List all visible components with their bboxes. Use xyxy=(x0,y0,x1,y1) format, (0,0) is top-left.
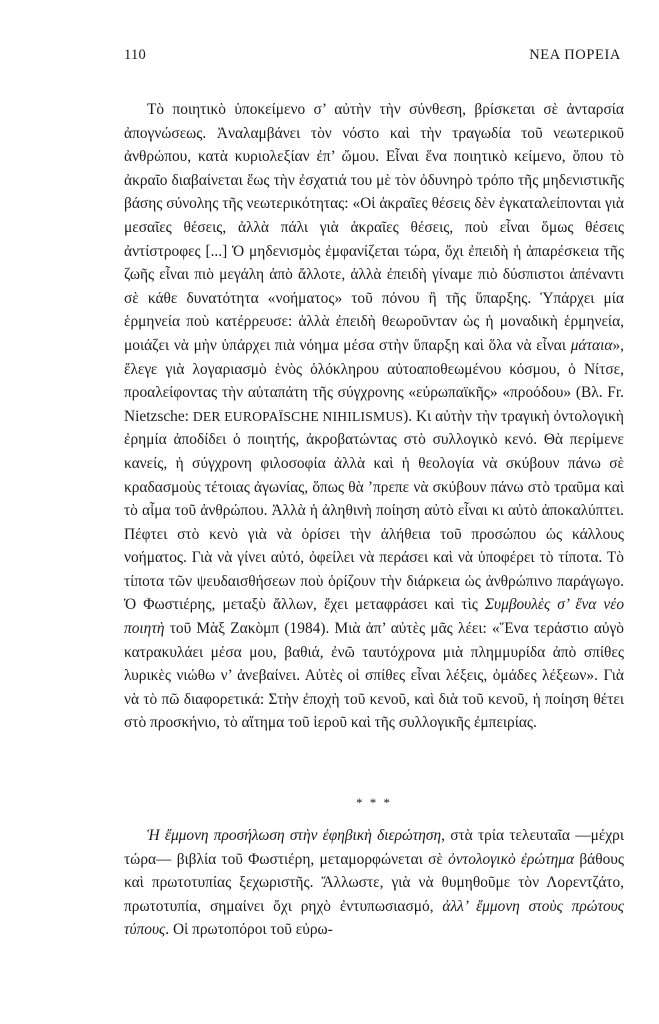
paragraph-2-emphasis-3: ἀλλ’ ἔμμονη στοὺς πρώτους τύπους xyxy=(124,897,624,939)
paragraph-1-span-2: », ἔλεγε γιὰ λογαριασμὸ ἑνὸς ὁλόκληρου αὐτοαποθεωμένου κόσμου, ὁ Νίτσε, προαλείφοντας τὴν αὐταπάτη τῆς σύγχρονης «εὐρωπαϊκῆς» «προόδου» (Βλ. Fr. Nietzsche: xyxy=(124,336,624,425)
page-header xyxy=(124,47,621,67)
paragraph-1-text xyxy=(124,98,624,735)
paragraph-1-span-1: Τὸ ποιητικὸ ὑποκείμενο σ’ αὐτὴν τὴν σύνθεση, βρίσκεται σὲ ἀνταρσία ἀπογνώσεως. Ἀναλαμβάνει τὸν νόστο καὶ τὴν τραγωδία τοῦ νεωτερικοῦ ἀνθρώπου, κατὰ κυριολεξίαν ἐπ’ ὤμου. Εἶναι ἕνα ποιητικὸ κείμενο, ὅπου τὸ ἀκραῖο διαβαίνεται ἕως τὴν ἐσχατιά του μὲ τὸν ὀδυνηρὸ τρόπο τῆς μηδενιστικῆς βάσης σύνολης τῆς νεωτερικότητας: «Οἱ ἀκραῖες θέσεις δὲν ἐγκαταλείπονται γιὰ μεσαῖες θέσεις, ἀλλὰ πάλι γιὰ ἀκραῖες θέσεις, ποὺ εἶναι ὅμως θέσεις ἀντίστροφες [...] Ὁ μηδενισμὸς ἐμφανίζεται τώρα, ὄχι ἐπειδὴ ἡ ἀπαρέσκεια τῆς ζωῆς εἶναι πιὸ μεγάλη ἀπὸ ἄλλοτε, ἀλλὰ ἐπειδὴ γίναμε πιὸ δύσπιστοι ἀπέναντι σὲ κάθε δυνατότητα «νοήματος» τοῦ πόνου ἢ τῆς ὕπαρξης. Ὑπάρχει μία ἑρμηνεία ποὺ κατέρρευσε: ἀλλὰ ἐπειδὴ θεωροῦνταν ὡς ἡ μοναδικὴ ἑρμηνεία, μοιάζει νὰ μὴν ὑπάρχει πιὰ νόημα μέσα στὴν ὕπαρξη καὶ ὅλα νὰ εἶναι xyxy=(124,101,624,354)
paragraph-1-emphasis-1: μάταια xyxy=(570,336,613,354)
paragraph-2-text xyxy=(124,824,624,942)
paragraph-2-span-3: . Οἱ πρωτοπόροι τοῦ εὐρω- xyxy=(165,921,333,939)
paragraph-1-span-4: τοῦ Μὰξ Ζακὸμπ (1984). Μιὰ ἀπ’ αὐτὲς μᾶς λέει: «Ἕνα τεράστιο αὐγὸ κατρακυλάει μέσα μου, βαθιά, ἐνῶ ταυτόχρονα μιὰ πλημμυρίδα ἀπὸ σπίθες λυρικὲς νιώθω ν’ ἀνεβαίνει. Αὐτὲς οἱ σπίθες εἶναι λέξεις, ὁμάδες λέξεων». Γιὰ νὰ τὸ πῶ διαφορετικά: Στὴν ἐποχὴ τοῦ κενοῦ, καὶ διὰ τοῦ κενοῦ, ἡ ποίηση θέτει στὸ προσκήνιο, τὸ αἴτημα τοῦ ἱεροῦ καὶ τῆς συλλογικῆς ἐμπειρίας. xyxy=(124,620,624,732)
paragraph-1-book-title: DER EUROPAÏSCHE NIHILISMUS xyxy=(192,408,404,424)
paragraph-2-span-1: , στὰ τρία τελευταῖα —μέχρι τώρα— βιβλία τοῦ Φωστιέρη, μεταμορφώνεται σὲ xyxy=(124,827,624,868)
paragraph-1 xyxy=(124,98,624,735)
page-number: 110 xyxy=(124,47,147,63)
paragraph-2 xyxy=(124,824,624,942)
paragraph-1-span-3: ). Κι αὐτὴν τὴν τραγικὴ ὀντολογικὴ ἐρημία ἀποδίδει ὁ ποιητής, ἀκροβατώντας στὸ συλλογικὸ κενό. Θὰ περίμενε κανείς, ἡ σύγχρονη φιλοσοφία ἀλλὰ καὶ ἡ θεολογία νὰ σκύβουν πάνω σὲ κραδασμοὺς τέτοιας ἀγωνίας, ὅπως θὰ ’πρεπε νὰ σκύβουν πάνω στὸ τραῦμα καὶ τὸ αἷμα τοῦ ἀνθρώπου. Ἀλλὰ ἡ ἀληθινὴ ποίηση αὐτὸ εἶναι κι αὐτὸ ἀποκαλύπτει. Πέφτει στὸ κενὸ γιὰ νὰ ὁρίσει τὴν ἀλήθεια τοῦ προσώπου ὡς κάλλους νοήματος. Γιὰ νὰ γίνει αὐτό, ὀφείλει νὰ περάσει καὶ νὰ ὑποφέρει τὸ τίποτα. Τὸ τίποτα τῶν ψευδαισθήσεων ποὺ ὁρίζουν τὴν διάρκεια ὡς ἀνθρώπινο παράγωγο. Ὁ Φωστιέρης, μεταξὺ ἄλλων, ἔχει μεταφράσει καὶ τὶς xyxy=(124,407,624,614)
section-separator: * * * xyxy=(356,795,392,810)
paragraph-1-emphasis-2: Συμβουλὲς σ’ ἕνα νέο ποιητὴ xyxy=(124,596,625,638)
paragraph-2-span-2: βάθους καὶ πρωτοτυπίας ξεχωριστῆς. Ἄλλωστε, γιὰ νὰ θυμηθοῦμε τὸν Λορεντζάτο, πρωτοτυπία, σημαίνει ὄχι ρηχὸ ἐντυπωσιασμό, xyxy=(124,850,624,915)
paragraph-2-emphasis-2: ὀντολογικὸ ἐρώτημα xyxy=(448,850,575,868)
running-head: ΝΕΑ ΠΟΡΕΙΑ xyxy=(529,47,621,63)
paragraph-2-emphasis-1: Ἡ ἔμμονη προσήλωση στὴν ἐφηβικὴ διερώτηση xyxy=(147,827,442,844)
